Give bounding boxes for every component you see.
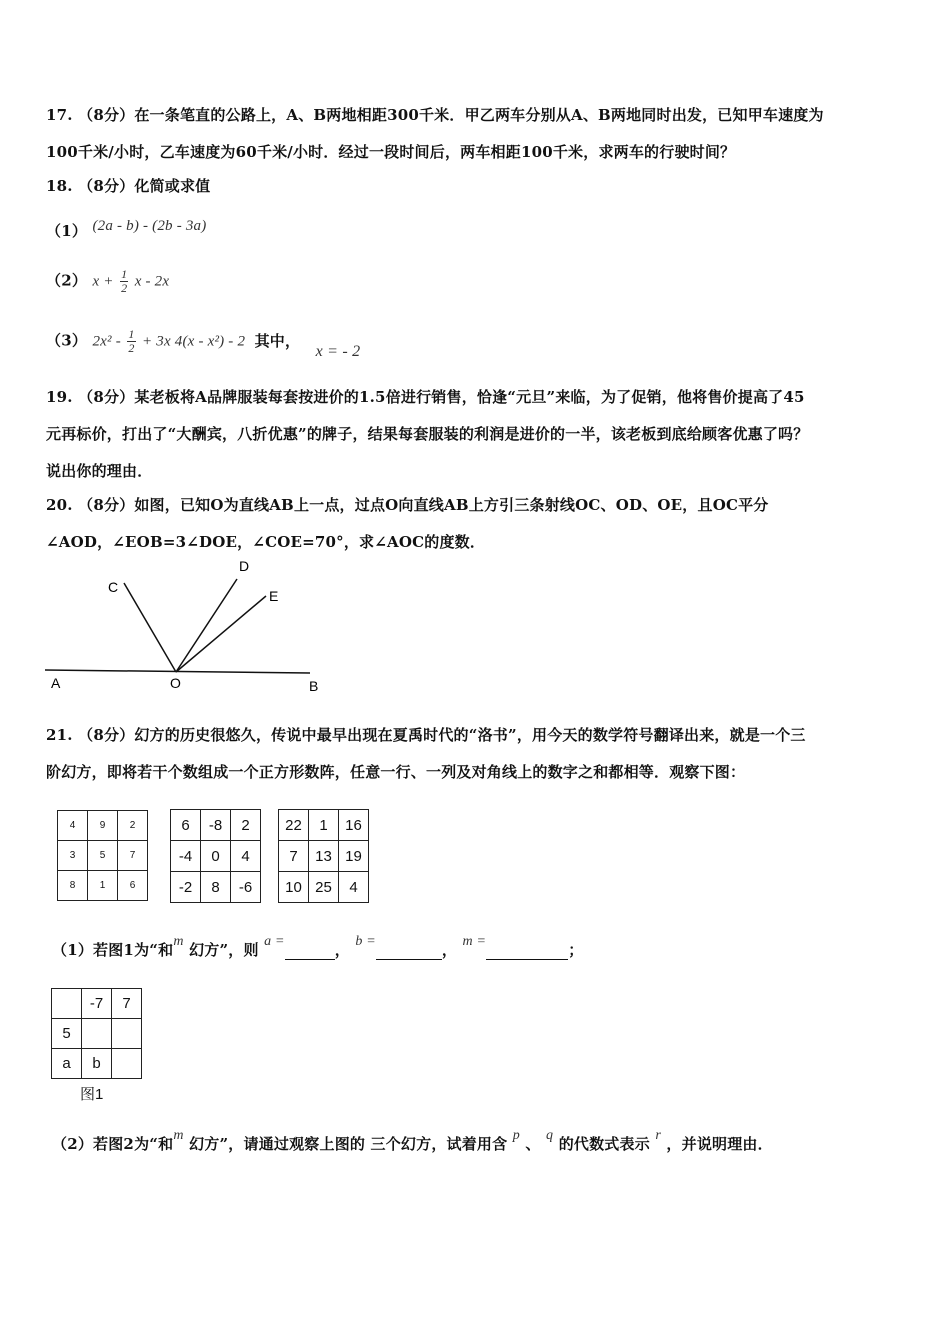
q18-p2-den: 2 [121, 281, 128, 295]
q17-line2: 100千米/小时，乙车速度为60千米/小时．经过一段时间后，两车相距100千米，求两车的行驶时间？ [46, 143, 736, 161]
ray-od [176, 579, 237, 672]
q21-var-m: m = [462, 934, 487, 949]
label-d: D [239, 558, 250, 574]
cell: 0 [201, 841, 231, 872]
cell: 7 [118, 841, 148, 871]
comma-1: ， [334, 941, 350, 959]
q18-p3-where: 其中， [254, 331, 301, 350]
cell: 5 [52, 1019, 82, 1049]
label-o: O [170, 675, 181, 691]
q21-line1: 21. （8分）幻方的历史很悠久，传说中最早出现在夏禹时代的“洛书”，用今天的数学符号翻译出来，就是一个三 [46, 726, 806, 744]
q19-line3: 说出你的理由． [46, 462, 153, 480]
q21-part1-m: m [173, 934, 184, 949]
cell: 2 [118, 811, 148, 841]
cell: 2 [231, 810, 261, 841]
q18-p2-a: x + [92, 273, 114, 290]
magic-square-1 [57, 810, 148, 901]
q21-part2-b: 幻方”，请通过观察上图的 三个幻方，试着用含 [189, 1135, 508, 1153]
q21-var-q: q [546, 1128, 554, 1143]
q21-part1-b: 幻方”，则 [189, 941, 259, 959]
label-c: C [108, 579, 119, 595]
q21-part2 [52, 1128, 773, 1154]
cell: 8 [58, 871, 88, 901]
q20-line2: ∠AOD，∠EOB=3∠DOE，∠COE=70°，求∠AOC的度数． [46, 533, 486, 551]
cell: 25 [309, 872, 339, 903]
label-e: E [269, 588, 279, 604]
cell: 13 [309, 841, 339, 872]
q18-p3-fraction [127, 328, 135, 355]
cell: 6 [118, 871, 148, 901]
q21-part2-m: m [173, 1128, 184, 1143]
q18-p3-value: x = - 2 [315, 342, 361, 360]
ray-oc [124, 583, 176, 672]
cell: 10 [279, 872, 309, 903]
answer-blank-b[interactable] [376, 943, 442, 960]
q21-var-b: b = [355, 934, 376, 949]
figure-1-caption: 图1 [80, 1086, 104, 1103]
q18-p3-label: （3） [46, 331, 88, 350]
cell: 1 [309, 810, 339, 841]
cell [112, 1049, 142, 1079]
cell: -4 [171, 841, 201, 872]
q18-p2-num: 1 [121, 267, 128, 281]
cell: 16 [339, 810, 369, 841]
cell: a [52, 1049, 82, 1079]
q18-p2-b: x - 2x [134, 273, 170, 290]
cell: 4 [339, 872, 369, 903]
cell: b [82, 1049, 112, 1079]
cell [52, 989, 82, 1019]
cell: 4 [231, 841, 261, 872]
cell: 7 [279, 841, 309, 872]
answer-blank-m[interactable] [486, 943, 568, 960]
magic-square-3 [278, 809, 369, 903]
q21-part1-a: （1）若图1为“和 [52, 941, 174, 959]
cell: 4 [58, 811, 88, 841]
semicolon: ； [568, 941, 584, 959]
label-a: A [51, 675, 61, 691]
cell: 22 [279, 810, 309, 841]
cell: -7 [82, 989, 112, 1019]
q18-part1 [46, 214, 207, 240]
cell: -6 [231, 872, 261, 903]
q21-part2-c: 的代数式表示 [558, 1135, 650, 1153]
cell: 9 [88, 811, 118, 841]
q21-var-a: a = [264, 934, 285, 949]
q18-title: 18. （8分）化简或求值 [46, 177, 211, 195]
q18-p1-label: （1） [46, 222, 88, 240]
q21-part2-d: ，并说明理由． [666, 1135, 773, 1153]
q19-line1: 19. （8分）某老板将A品牌服装每套按进价的1.5倍进行销售，恰逢“元旦”来临，为了促销，他将售价提高了45 [46, 388, 805, 406]
ray-oe [176, 596, 266, 672]
q19-line2: 元再标价，打出了“大酬宾，八折优惠”的牌子，结果每套服装的利润是进价的一半，该老板到底给顾客优惠了吗？ [46, 425, 809, 443]
q18-p3-num: 1 [128, 327, 135, 341]
q18-p1-expr: (2a - b) - (2b - 3a) [92, 218, 207, 234]
cell: 3 [58, 841, 88, 871]
q18-p2-label: （2） [46, 271, 88, 290]
cell [112, 1019, 142, 1049]
cell: 1 [88, 871, 118, 901]
q18-p3-den: 2 [128, 341, 135, 355]
q21-line2: 阶幻方，即将若干个数组成一个正方形数阵，任意一行、一列及对角线上的数字之和都相等．观察下图： [46, 763, 746, 781]
q18-p3-a: 2x² - [92, 333, 121, 350]
cell: 8 [201, 872, 231, 903]
q21-var-p: p [512, 1128, 520, 1143]
q21-part2-a: （2）若图2为“和 [52, 1135, 174, 1153]
cell: -2 [171, 872, 201, 903]
q18-p2-fraction [120, 268, 128, 295]
q20-line1: 20. （8分）如图，已知O为直线AB上一点，过点O向直线AB上方引三条射线OC、OD、OE，且OC平分 [46, 496, 769, 514]
angle-diagram [40, 555, 330, 695]
q21-part1 [52, 934, 584, 960]
cell: 19 [339, 841, 369, 872]
q18-part2 [46, 268, 169, 295]
comma-2: ， [441, 941, 458, 959]
q21-part2-sep: 、 [525, 1135, 541, 1153]
cell: 5 [88, 841, 118, 871]
cell [82, 1019, 112, 1049]
cell: 6 [171, 810, 201, 841]
cell: -8 [201, 810, 231, 841]
q17-line1: 17. （8分）在一条笔直的公路上，A、B两地相距300千米．甲乙两车分别从A、B两地同时出发，已知甲车速度为 [46, 106, 824, 124]
answer-blank-a[interactable] [285, 943, 335, 960]
label-b: B [309, 678, 319, 694]
q18-part3 [46, 327, 361, 360]
magic-square-2 [170, 809, 261, 903]
q21-var-r: r [655, 1128, 661, 1143]
figure-1-square [51, 988, 142, 1079]
cell: 7 [112, 989, 142, 1019]
q18-p3-b: + 3x 4(x - x²) - 2 [141, 333, 246, 350]
